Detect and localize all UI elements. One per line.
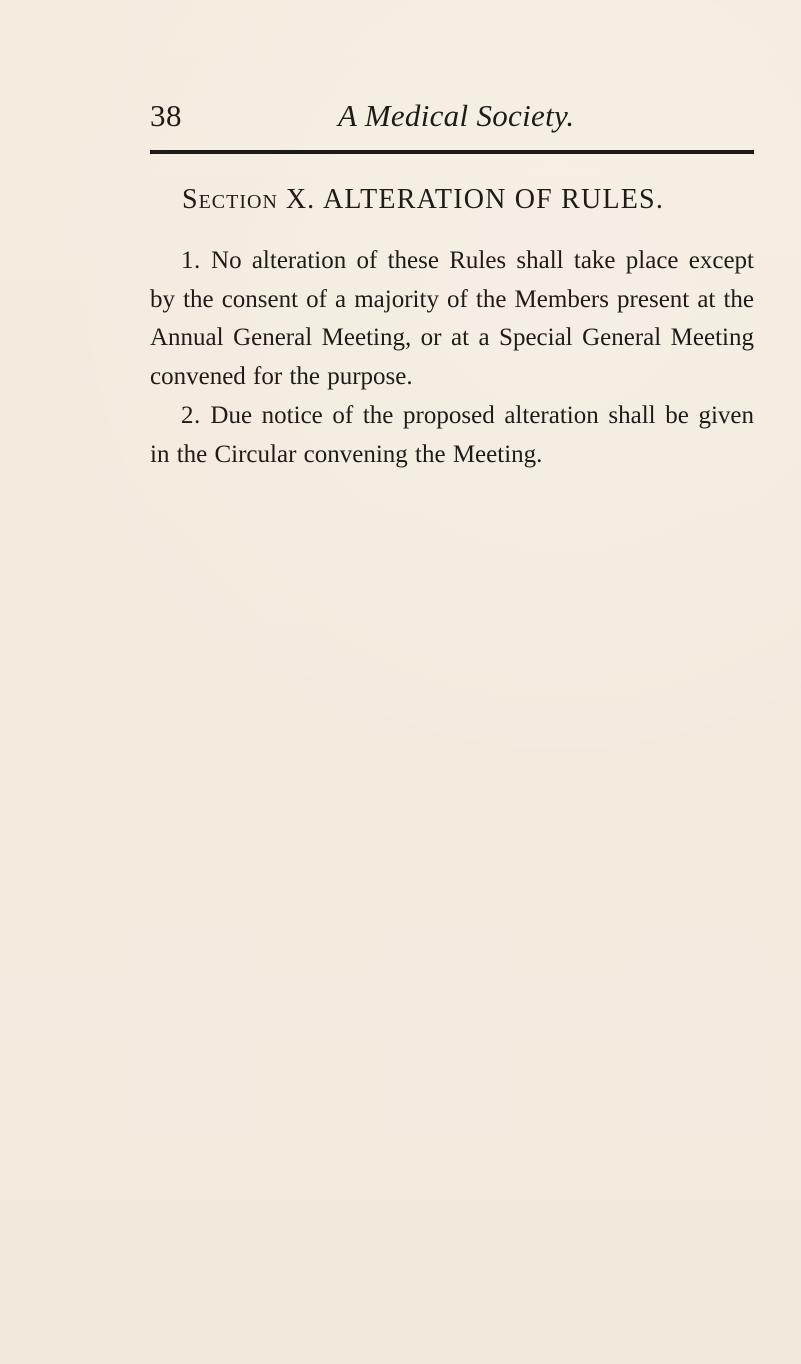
rule-2-text: Due notice of the proposed alteration shall be given in the Circular convening the Meeting. [150, 402, 754, 468]
section-heading [182, 180, 754, 220]
section-title: ALTERATION OF RULES. [322, 184, 665, 215]
rule-1 [150, 242, 754, 396]
page-content [150, 180, 754, 474]
section-label: Section X. [182, 184, 316, 215]
rule-2-number: 2. [181, 402, 201, 429]
rule-1-text: No alteration of these Rules shall take place except by the consent of a majority of the Members present at the Annual General Meeting, or at a Special General Meeting convened for the purpose. [150, 247, 754, 390]
header-rule [150, 150, 754, 154]
page-number: 38 [150, 98, 182, 133]
running-head [150, 96, 754, 140]
rule-1-number: 1. [181, 247, 201, 274]
running-title: A Medical Society. [338, 98, 575, 133]
rule-2 [150, 397, 754, 474]
